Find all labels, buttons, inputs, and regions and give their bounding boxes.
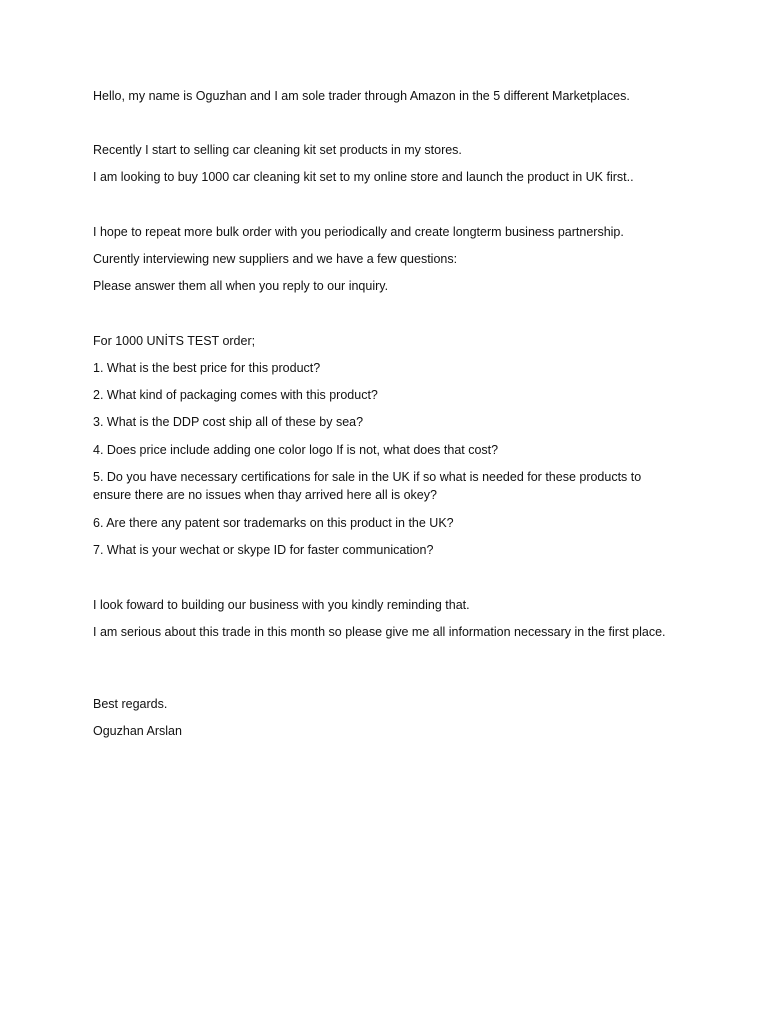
question-item: 7. What is your wechat or skype ID for faster communication? bbox=[93, 543, 434, 557]
closing-paragraph-2: I am serious about this trade in this month so please give me all information necessary in the first place. bbox=[93, 625, 666, 639]
question-item: 3. What is the DDP cost ship all of these by sea? bbox=[93, 415, 364, 429]
closing-paragraph-1: I look foward to building our business with you kindly reminding that. bbox=[93, 598, 470, 612]
intro-paragraph-2: I am looking to buy 1000 car cleaning kit set to my online store and launch the product in UK first.. bbox=[93, 170, 634, 184]
question-item: 5. Do you have necessary certifications for sale in the UK if so what is needed for these products to ensure there are no issues when thay arrived here all is okey? bbox=[93, 470, 642, 502]
signature: Oguzhan Arslan bbox=[93, 724, 182, 738]
intro-paragraph-1: Recently I start to selling car cleaning kit set products in my stores. bbox=[93, 143, 462, 157]
question-item: 2. What kind of packaging comes with this product? bbox=[93, 388, 378, 402]
partnership-paragraph-3: Please answer them all when you reply to our inquiry. bbox=[93, 279, 389, 293]
questions-heading: For 1000 UNİTS TEST order; bbox=[93, 334, 256, 348]
question-item: 1. What is the best price for this product? bbox=[93, 361, 321, 375]
partnership-paragraph-1: I hope to repeat more bulk order with you periodically and create longterm business partnership. bbox=[93, 225, 624, 239]
partnership-paragraph-2: Curently interviewing new suppliers and we have a few questions: bbox=[93, 252, 458, 266]
question-item: 4. Does price include adding one color logo If is not, what does that cost? bbox=[93, 443, 499, 457]
question-item: 6. Are there any patent sor trademarks on this product in the UK? bbox=[93, 516, 454, 530]
signoff: Best regards. bbox=[93, 697, 168, 711]
greeting-paragraph: Hello, my name is Oguzhan and I am sole trader through Amazon in the 5 different Marketplaces. bbox=[93, 89, 630, 103]
